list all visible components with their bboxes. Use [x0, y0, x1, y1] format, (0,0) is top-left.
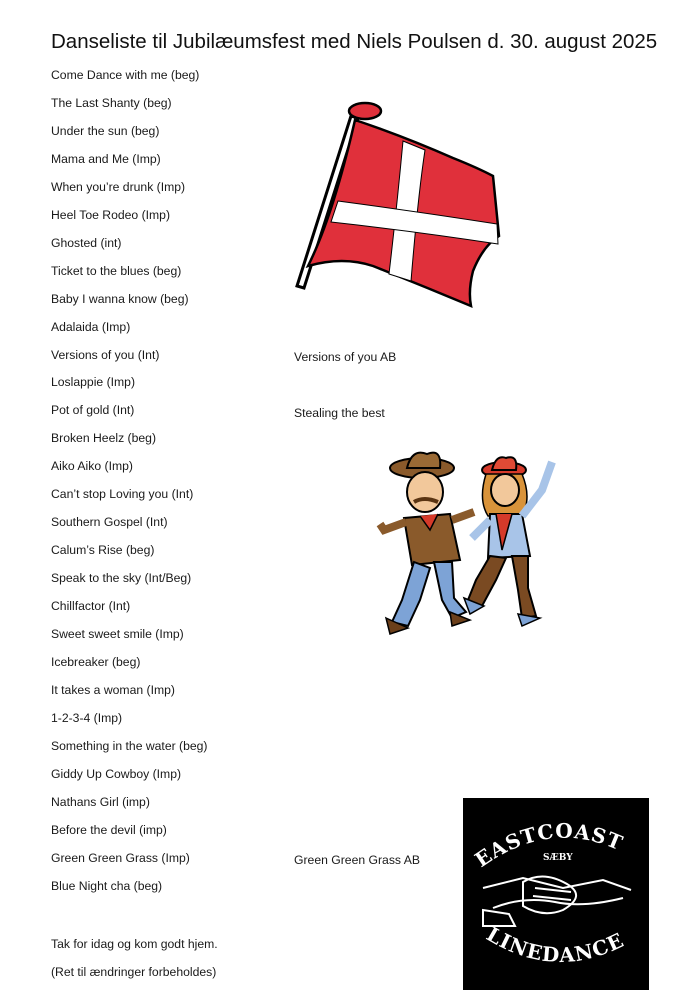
dance-item: Nathans Girl (imp) [51, 794, 150, 809]
dance-item: Ticket to the blues (beg) [51, 263, 182, 278]
dance-item: Versions of you (Int) [51, 347, 160, 362]
dance-item: Before the devil (imp) [51, 822, 167, 837]
dancing-couple-illustration [372, 450, 567, 635]
dance-item: Heel Toe Rodeo (Imp) [51, 207, 170, 222]
footer-disclaimer: (Ret til ændringer forbeholdes) [51, 965, 217, 979]
dance-item: Icebreaker (beg) [51, 654, 141, 669]
dance-item: Mama and Me (Imp) [51, 151, 161, 166]
dance-item: Sweet sweet smile (Imp) [51, 627, 184, 641]
page-title: Danseliste til Jubilæumsfest med Niels Poulsen d. 30. august 2025 [51, 30, 658, 53]
logo-middle-text: SÆBY [543, 853, 573, 863]
dance-item: Broken Heelz (beg) [51, 431, 156, 446]
side-note-green-grass: Green Green Grass AB [294, 853, 420, 867]
dance-item: 1-2-3-4 (Imp) [51, 710, 123, 725]
dance-item: Loslappie (Imp) [51, 375, 135, 390]
dance-item: Ghosted (int) [51, 235, 122, 250]
dance-item: Pot of gold (Int) [51, 403, 135, 418]
side-note-versions: Versions of you AB [294, 350, 397, 364]
dance-item: Aiko Aiko (Imp) [51, 459, 133, 474]
dance-item: Under the sun (beg) [51, 123, 160, 138]
dance-item: Blue Night cha (beg) [51, 878, 163, 893]
dance-item: Can’t stop Loving you (Int) [51, 487, 194, 502]
dance-item: Southern Gospel (Int) [51, 515, 168, 530]
dance-item: When you’re drunk (Imp) [51, 179, 186, 194]
dance-item: Something in the water (beg) [51, 738, 208, 753]
dance-item: Baby I wanna know (beg) [51, 291, 189, 306]
dance-item: Giddy Up Cowboy (Imp) [51, 766, 182, 781]
dance-item: It takes a woman (Imp) [51, 682, 175, 697]
side-note-stealing: Stealing the best [294, 406, 385, 420]
dance-item: The Last Shanty (beg) [51, 95, 172, 110]
dance-item: Speak to the sky (Int/Beg) [51, 571, 192, 586]
logo-top-text: EASTCOAST [470, 818, 627, 872]
footer-thanks: Tak for idag og kom godt hjem. [51, 937, 218, 951]
dance-item: Chillfactor (Int) [51, 599, 131, 614]
eastcoast-linedance-logo [463, 798, 649, 990]
dance-item: Adalaida (Imp) [51, 319, 131, 334]
logo-bottom-text: LINEDANCE [482, 921, 628, 968]
dance-item: Green Green Grass (Imp) [51, 850, 190, 865]
dance-item: Come Dance with me (beg) [51, 68, 200, 82]
danish-flag-illustration [293, 96, 503, 311]
dance-item: Calum’s Rise (beg) [51, 543, 155, 558]
